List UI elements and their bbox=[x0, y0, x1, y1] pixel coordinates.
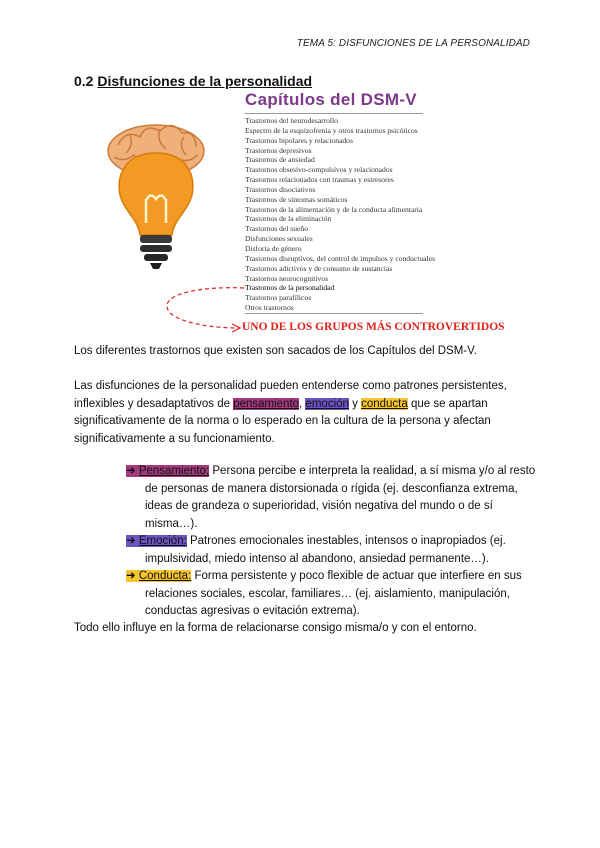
definition-text: inflexibles y desadaptativos de bbox=[74, 397, 234, 410]
dsm-chapter-list bbox=[245, 116, 435, 313]
definition-separator: , bbox=[299, 397, 303, 410]
conclusion-paragraph: Todo ello influye en la forma de relacionarse consigo misma/o y con el entorno. bbox=[74, 622, 477, 634]
bullet-text: de personas de manera distorsionada o rígida (ej. desconfianza extrema, bbox=[145, 482, 518, 495]
bullet-text: ideas de grandeza o superioridad, visión negativa del mundo o de sí bbox=[145, 500, 493, 512]
definition-text: que se apartan bbox=[407, 397, 488, 410]
dsm-chapter: Trastornos depresivos bbox=[245, 145, 312, 155]
dsm-chapter: Trastornos de síntomas somáticos bbox=[245, 194, 348, 204]
bullet-label: Emoción: bbox=[138, 535, 187, 547]
definition-separator: y bbox=[348, 397, 362, 410]
dashed-arrow-icon bbox=[160, 280, 250, 340]
dsm-chapter-personality: Trastornos de la personalidad bbox=[245, 283, 335, 293]
bulb-glass-icon bbox=[119, 153, 193, 235]
dsm-chapter: Trastornos relacionados con traumas y estresores bbox=[245, 175, 394, 185]
dsm-divider-bottom bbox=[245, 313, 423, 314]
bullet-pensamiento bbox=[126, 463, 535, 533]
keyword-pensamiento: pensamiento bbox=[233, 397, 300, 410]
definition-line: significativamente de la norma o lo esperado en la cultura de la persona y afectan bbox=[74, 415, 491, 427]
bullet-text: conductas agresivas o evitación extrema). bbox=[145, 605, 360, 617]
dsm-chapter: Trastornos bipolares y relacionados bbox=[245, 135, 353, 145]
page-header: TEMA 5: DISFUNCIONES DE LA PERSONALIDAD bbox=[296, 38, 530, 49]
arrow-right-icon: ➜ bbox=[126, 535, 139, 547]
intro-paragraph: Los diferentes trastornos que existen son sacados de los Capítulos del DSM-V. bbox=[74, 345, 477, 357]
dsm-chapter: Trastornos neurocognitivos bbox=[245, 273, 329, 283]
dsm-chapter: Trastornos de ansiedad bbox=[245, 155, 315, 165]
dsm-chapter: Otros trastornos bbox=[245, 303, 294, 313]
bullet-text: impulsividad, miedo intenso al abandono, ansiedad permanente…). bbox=[145, 552, 489, 565]
dsm-chapter: Trastornos de la alimentación y de la conducta alimentaria bbox=[245, 204, 423, 214]
dsm-chapter: Disfunciones sexuales bbox=[245, 234, 313, 244]
dsm-chapter: Trastornos parafílicos bbox=[245, 293, 312, 303]
dsm-chapter: Espectro de la esquizofrenia y otros trastornos psicóticos bbox=[245, 125, 418, 135]
dsm-chapter: Trastornos del sueño bbox=[245, 224, 309, 234]
dsm-chapter: Trastornos disruptivos, del control de impulsos y conductuales bbox=[245, 253, 435, 263]
bullet-text: relaciones sociales, escolar, familiares… (ej. aislamiento, manipulación, bbox=[145, 587, 510, 600]
dsm-chapter: Disforia de género bbox=[245, 243, 302, 253]
definition-line bbox=[74, 396, 507, 414]
bullet-conducta bbox=[126, 568, 522, 621]
arrow-right-icon: ➜ bbox=[126, 465, 139, 477]
bullet-text: misma…). bbox=[145, 517, 198, 530]
bullet-text: Forma persistente y poco flexible de actuar que interfiere en sus bbox=[194, 570, 522, 582]
section-number: 0.2 bbox=[74, 73, 94, 89]
bullet-label: Conducta: bbox=[138, 570, 192, 582]
keyword-conducta: conducta bbox=[361, 397, 408, 410]
definition-line: significativamente a su funcionamiento. bbox=[74, 432, 275, 445]
bullet-label: Pensamiento: bbox=[138, 465, 210, 477]
bulb-base-icon bbox=[140, 235, 172, 269]
section-heading: Disfunciones de la personalidad bbox=[97, 73, 313, 89]
dsm-chapter: Trastornos de la eliminación bbox=[245, 214, 332, 224]
bullet-text: Persona percibe e interpreta la realidad, a sí misma y/o al resto bbox=[212, 465, 536, 477]
definition-line: Las disfunciones de la personalidad pueden entenderse como patrones persistentes, bbox=[74, 380, 507, 392]
brain-lightbulb-icon bbox=[100, 115, 212, 275]
arrow-right-icon: ➜ bbox=[126, 570, 139, 582]
dsm-title: Capítulos del DSM-V bbox=[245, 90, 417, 109]
dsm-chapter: Trastornos disociativos bbox=[245, 184, 316, 194]
dsm-chapter: Trastornos obsesivo-compulsivos y relacionados bbox=[245, 165, 393, 175]
controversial-note: UNO DE LOS GRUPOS MÁS CONTROVERTIDOS bbox=[242, 321, 505, 333]
bullet-emocion bbox=[126, 533, 506, 568]
dsm-divider bbox=[245, 113, 423, 114]
dsm-chapter: Trastornos del neurodesarrollo bbox=[245, 116, 338, 125]
definition-paragraph bbox=[74, 378, 507, 448]
section-title bbox=[74, 73, 312, 89]
bullet-text: Patrones emocionales inestables, intensos o inapropiados (ej. bbox=[189, 535, 506, 547]
keyword-emocion: emoción bbox=[305, 397, 349, 410]
dsm-chapter: Trastornos adictivos y de consumo de sustancias bbox=[245, 263, 393, 273]
